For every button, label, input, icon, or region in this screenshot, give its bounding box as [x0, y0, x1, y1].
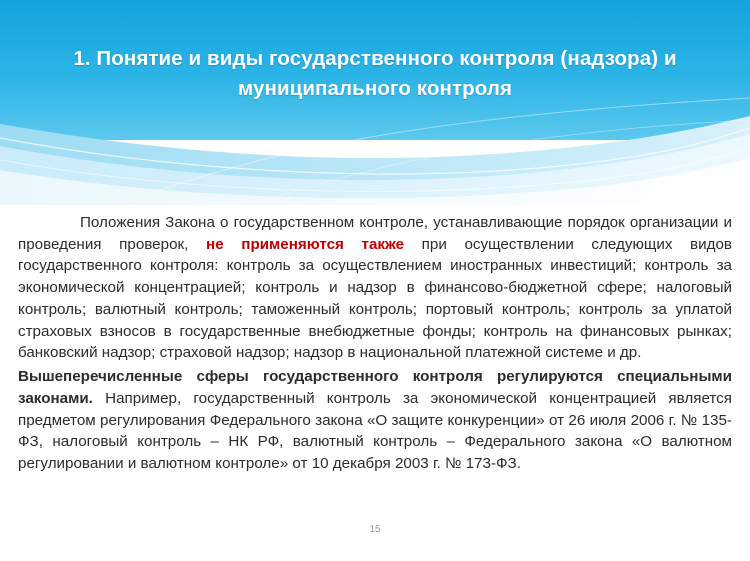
slide-body: [18, 212, 732, 475]
paragraph-1-highlight: не применяются также: [206, 235, 405, 253]
paragraph-1-run-3: при осуществлении следующих видов государственного контроля: контроль за осуществлением иностранных инвестиций; контроль за экономической концентрацией; контроль и надзор в финансово-бюджетной сфере; налоговый контроль; валютный контроль; таможенный контроль; портовый контроль; контроль за уплатой страховых взносов в государственные внебюджетные фонды; контроль на финансовых рынках; банковский надзор; страховой надзор; надзор в национальной платежной системе и др.: [18, 235, 732, 362]
paragraph-1: [18, 212, 732, 364]
paragraph-1-run-1: Положения Закона о государственном контроле, устанавливающие порядок организации и проведения проверок,: [18, 214, 732, 253]
slide-title: 1. Понятие и виды государственного контроля (надзора) и муниципального контроля: [73, 47, 677, 100]
page-number: 15: [369, 524, 381, 535]
paragraph-2-run-2: Например, государственный контроль за экономической концентрацией является предметом регулирования Федерального закона «О защите конкуренции» от 26 июля 2006 г. № 135-ФЗ, налоговый контроль – НК РФ, валютный контроль – Федерального закона «О валютном регулировании и валютном контроле» от 10 декабря 2003 г. № 173-ФЗ.: [18, 389, 732, 473]
paragraph-2-lead: Вышеперечисленные сферы государственного контроля регулируются специальными законами.: [18, 368, 732, 407]
paragraph-2: [18, 366, 732, 475]
header-banner: [0, 0, 750, 205]
